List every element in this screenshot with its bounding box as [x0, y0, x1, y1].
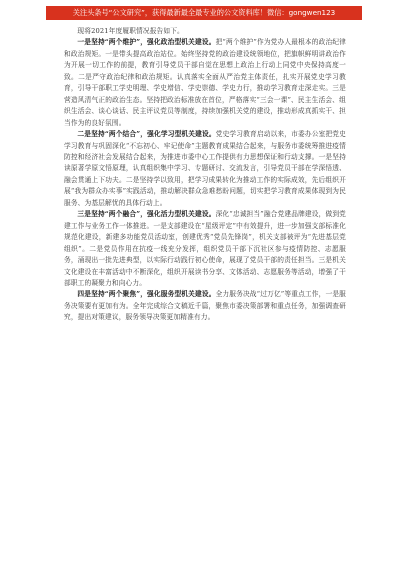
section-paragraph-3	[64, 209, 346, 289]
section-heading-1: 一是坚持“两个维护”，强化政治型机关建设。	[77, 38, 216, 47]
section-body-4: 全力服务决战“过万亿”等重点工作，一是服务决策要有更加有为。全年完成综合文稿近千篇，聚焦市委决策部署和重点任务，加强调查研究，提出对策建议，服务领导决策更加精准有力。	[64, 290, 347, 322]
intro-paragraph: 现将2021年度履职情况报告如下。	[77, 27, 184, 35]
section-paragraph-2	[64, 129, 346, 209]
section-body-2: 党史学习教育启动以来，市委办公室把党史学习教育与巩固深化“不忘初心、牢记使命”主题教育成果结合起来，与服务市委统筹推进疫情防控和经济社会发展结合起来，为推进市委中心工作提供有力思想保证和行动支撑。一是坚持读原著学原文悟原理，认真组织集中学习、专题研讨、交流发言，引导党员干部在学深悟透、融会贯通上下功夫。二是坚持学以致用，把学习成果转化为推动工作的实际成效，先后组织开展“我为群众办实事”实践活动，推动解决群众急难愁盼问题，切实把学习教育成果体现到为民服务、为基层解忧的具体行动上。	[64, 130, 346, 207]
promo-banner: 关注头条号“公文研究”，获得最新最全最专业的公文资料库！微信：gongwen123	[46, 6, 362, 20]
section-heading-3: 三是坚持“两个融合”，强化活力型机关建设。	[77, 210, 216, 219]
section-heading-2: 二是坚持“两个结合”，强化学习型机关建设。	[77, 130, 216, 139]
section-paragraph-4	[64, 289, 346, 323]
section-heading-4: 四是坚持“两个聚焦”，强化服务型机关建设。	[77, 290, 216, 299]
section-body-1: 把“两个维护”作为党办人最根本的政治纪律和政治规矩。一是带头提高政治站位。始终坚持党的政治建设统领地位，把旗帜鲜明讲政治作为开展一切工作的前提，教育引导党员干部自觉在思想上政治上行动上同党中央保持高度一致。二是严守政治纪律和政治规矩。认真落实全面从严治党主体责任，扎实开展党史学习教育，引导干部职工学史明理、学史增信、学史崇德、学史力行，推动学习教育走深走实。三是营造风清气正的政治生态。坚持把政治标准放在首位，严格落实“三会一课”、民主生活会、组织生活会、谈心谈话、民主评议党员等制度，持续加强机关党的建设，推动形成真抓实干、担当作为的良好氛围。	[64, 38, 347, 127]
section-paragraph-1	[64, 37, 346, 129]
document-body	[64, 26, 346, 324]
section-body-3: 深化“忠诚担当”融合党建品牌建设，做到党建工作与业务工作一体推进。一是支部建设在“星级评定”中有效提升，进一步加强支部标准化规范化建设，新建多功能党员活动室，创建优秀“党员先锋岗”，机关支部被评为“先进基层党组织”。二是党员作用在抗疫一线充分发挥，组织党员干部下沉社区参与疫情防控、志愿服务，涌现出一批先进典型，以实际行动践行初心使命，展现了党员干部的责任担当。三是机关文化建设在丰富活动中不断深化，组织开展读书分享、文体活动、志愿服务等活动，增强了干部职工的凝聚力和向心力。	[64, 210, 347, 287]
